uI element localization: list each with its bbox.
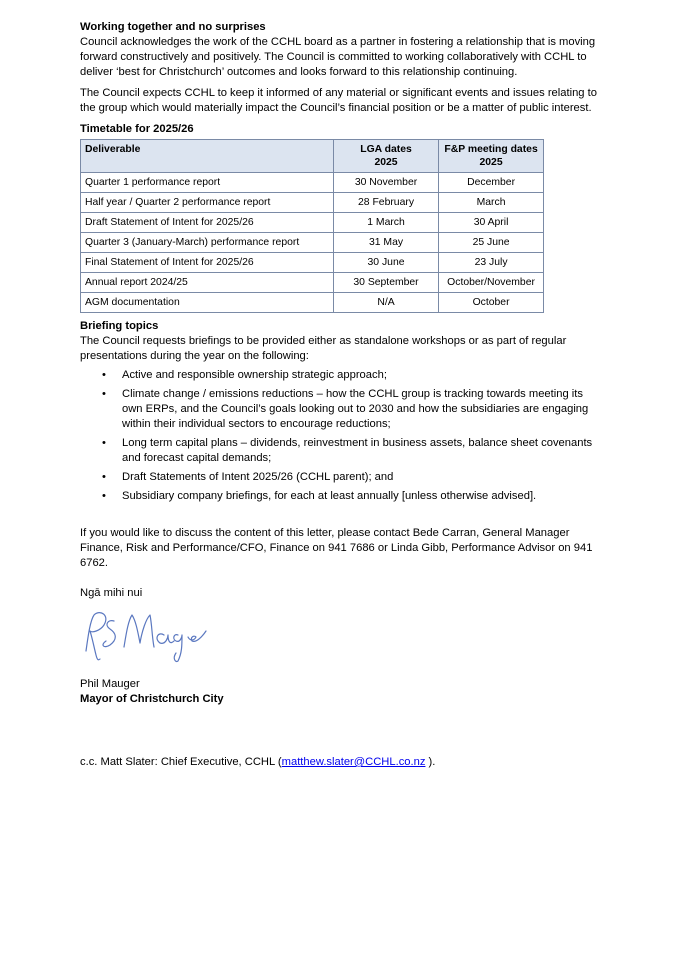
bullet-icon: • xyxy=(102,437,106,449)
cell-fp-date: March xyxy=(439,193,544,213)
cell-lga-date: 30 November xyxy=(333,173,438,193)
cell-fp-date: October/November xyxy=(439,273,544,293)
table-header-row xyxy=(81,140,544,173)
cell-deliverable: Quarter 3 (January-March) performance report xyxy=(81,233,334,253)
cell-fp-date: 25 June xyxy=(439,233,544,253)
cc-line xyxy=(80,755,600,770)
cell-lga-date: N/A xyxy=(333,293,438,313)
list-item-text: Subsidiary company briefings, for each at least annually [unless otherwise advised]. xyxy=(122,490,537,502)
list-item-text: Draft Statements of Intent 2025/26 (CCHL parent); and xyxy=(122,471,394,483)
paragraph-no-surprises: The Council expects CCHL to keep it informed of any material or significant events and issues relating to the group which would materially impact the Council’s financial position or be a matter of public interest. xyxy=(80,87,597,114)
cell-lga-date: 1 March xyxy=(333,213,438,233)
cell-fp-date: October xyxy=(439,293,544,313)
list-item xyxy=(80,368,600,383)
cell-deliverable: AGM documentation xyxy=(81,293,334,313)
cell-deliverable: Quarter 1 performance report xyxy=(81,173,334,193)
bullet-icon: • xyxy=(102,471,106,483)
column-header-lga-dates xyxy=(333,140,438,173)
section-heading-timetable: Timetable for 2025/26 xyxy=(80,123,194,135)
table-row xyxy=(81,233,544,253)
fp-header-line1: F&P meeting dates xyxy=(444,144,538,155)
signer-name: Phil Mauger xyxy=(80,678,140,690)
table-row xyxy=(81,253,544,273)
cc-prefix: c.c. Matt Slater: Chief Executive, CCHL ( xyxy=(80,756,282,768)
column-header-fp-dates xyxy=(439,140,544,173)
table-row xyxy=(81,213,544,233)
cell-deliverable: Annual report 2024/25 xyxy=(81,273,334,293)
timetable-table xyxy=(80,139,544,313)
list-item xyxy=(80,489,600,504)
table-row xyxy=(81,193,544,213)
fp-header-line2: 2025 xyxy=(479,157,503,168)
list-item xyxy=(80,436,600,466)
cc-suffix: ). xyxy=(425,756,436,768)
cell-deliverable: Half year / Quarter 2 performance report xyxy=(81,193,334,213)
paragraph-briefing-intro: The Council requests briefings to be provided either as standalone workshops or as part of regular presentations during the year on the following: xyxy=(80,335,567,362)
list-item xyxy=(80,470,600,485)
signature-image xyxy=(80,607,210,665)
cell-fp-date: December xyxy=(439,173,544,193)
paragraph-contact: If you would like to discuss the content of this letter, please contact Bede Carran, General Manager Finance, Risk and Performance/CFO, Finance on 941 7686 or Linda Gibb, Performance Advisor on 941 6762. xyxy=(80,527,593,569)
cell-fp-date: 30 April xyxy=(439,213,544,233)
letter-page xyxy=(80,20,600,770)
cell-deliverable: Final Statement of Intent for 2025/26 xyxy=(81,253,334,273)
lga-header-line1: LGA dates xyxy=(360,144,412,155)
cell-lga-date: 31 May xyxy=(333,233,438,253)
cell-lga-date: 28 February xyxy=(333,193,438,213)
lga-header-line2: 2025 xyxy=(374,157,398,168)
list-item xyxy=(80,387,600,432)
section-heading-briefing: Briefing topics xyxy=(80,320,159,332)
column-header-deliverable: Deliverable xyxy=(81,140,334,173)
table-row xyxy=(81,273,544,293)
bullet-icon: • xyxy=(102,388,106,400)
cell-lga-date: 30 June xyxy=(333,253,438,273)
signature-scribble xyxy=(80,607,210,665)
list-item-text: Climate change / emissions reductions – how the CCHL group is tracking towards meeting its own ERPs, and the Council’s goals looking out to 2030 and how the subsidiaries are engaging within their individual sectors to encourage reductions; xyxy=(122,388,589,430)
signer-title: Mayor of Christchurch City xyxy=(80,693,224,705)
paragraph-working-together: Council acknowledges the work of the CCHL board as a partner in fostering a relationship that is moving forward constructively and positively. The Council is committed to working collaboratively with CCHL to deliver ‘best for Christchurch’ outcomes and looks forward to this relationship continuing. xyxy=(80,36,596,78)
section-heading-working-together: Working together and no surprises xyxy=(80,21,266,33)
cell-fp-date: 23 July xyxy=(439,253,544,273)
list-item-text: Active and responsible ownership strategic approach; xyxy=(122,369,387,381)
cell-deliverable: Draft Statement of Intent for 2025/26 xyxy=(81,213,334,233)
cc-email-link[interactable]: matthew.slater@CCHL.co.nz xyxy=(281,756,426,768)
bullet-icon: • xyxy=(102,369,106,381)
bullet-icon: • xyxy=(102,490,106,502)
table-row xyxy=(81,293,544,313)
closing-salutation: Ngā mihi nui xyxy=(80,587,143,599)
table-row xyxy=(81,173,544,193)
list-item-text: Long term capital plans – dividends, reinvestment in business assets, balance sheet covenants and forecast capital demands; xyxy=(122,437,593,464)
briefing-list xyxy=(80,368,600,504)
cell-lga-date: 30 September xyxy=(333,273,438,293)
